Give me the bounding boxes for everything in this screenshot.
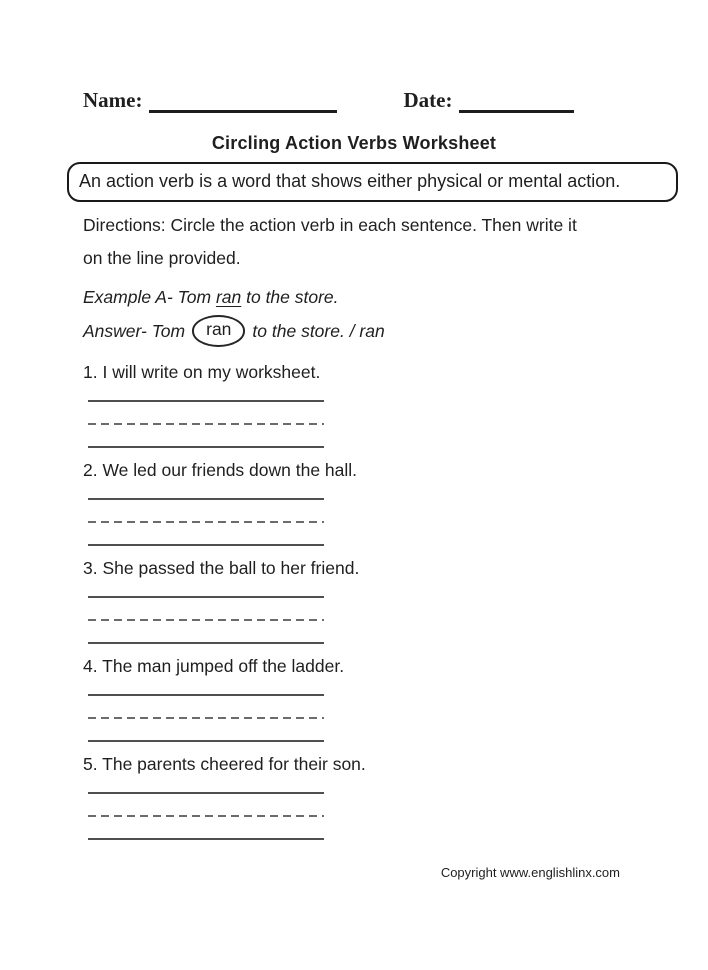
circled-verb [192,315,245,347]
answer-prefix: Answer- Tom [83,320,186,341]
answer-line-solid [88,792,324,794]
copyright-text: Copyright www.englishlinx.com [440,865,620,880]
sentence-item-5 [83,753,708,840]
date-blank-line [459,91,574,113]
answer-line-solid [88,740,324,742]
answer-lines [88,792,324,840]
sentence-number: 5. [83,754,98,774]
page-title: Circling Action Verbs Worksheet [211,133,497,153]
definition-box [67,162,678,202]
answer-line-solid [88,596,324,598]
sentence-item-4 [83,655,708,742]
directions-line1: Directions: Circle the action verb in each sentence. Then write it [83,215,577,235]
sentence-list [0,361,708,840]
circled-verb-text: ran [206,319,232,340]
answer-lines [88,498,324,546]
sentence-number: 4. [83,656,98,676]
answer-line-solid [88,498,324,500]
example-answer [83,311,708,351]
answer-line-dashed [88,423,324,425]
date-label: Date: [403,88,453,112]
header-row [83,88,708,113]
answer-lines [88,400,324,448]
directions [83,209,663,275]
sentence-text [83,557,708,580]
answer-line-solid [88,446,324,448]
directions-line2: on the line provided. [83,248,241,268]
sentence-text [83,361,708,384]
answer-line-solid [88,400,324,402]
answer-line-solid [88,642,324,644]
sentence-body: She passed the ball to her friend. [102,558,360,578]
sentence-body: The man jumped off the ladder. [102,656,345,676]
sentence-number: 2. [83,460,98,480]
answer-suffix: to the store. / ran [252,320,385,341]
definition-text: An action verb is a word that shows either physical or mental action. [79,171,621,191]
answer-line-solid [88,838,324,840]
sentence-number: 1. [83,362,98,382]
name-label: Name: [83,88,143,112]
example-block [83,285,708,351]
answer-line-dashed [88,815,324,817]
sentence-body: I will write on my worksheet. [102,362,321,382]
answer-line-dashed [88,619,324,621]
date-group [403,88,574,113]
sentence-text [83,459,708,482]
answer-line-dashed [88,717,324,719]
example-underlined-verb: ran [215,287,242,307]
sentence-item-2 [83,459,708,546]
sentence-body: The parents cheered for their son. [102,754,366,774]
name-blank-line [149,91,337,113]
sentence-item-3 [83,557,708,644]
sentence-text [83,655,708,678]
sentence-body: We led our friends down the hall. [102,460,358,480]
example-prefix: Example A- Tom [83,287,212,307]
answer-line-solid [88,544,324,546]
answer-lines [88,694,324,742]
sentence-number: 3. [83,558,98,578]
answer-line-dashed [88,521,324,523]
sentence-text [83,753,708,776]
example-suffix: to the store. [246,287,339,307]
answer-line-solid [88,694,324,696]
example-sentence [83,285,708,310]
answer-lines [88,596,324,644]
sentence-item-1 [83,361,708,448]
